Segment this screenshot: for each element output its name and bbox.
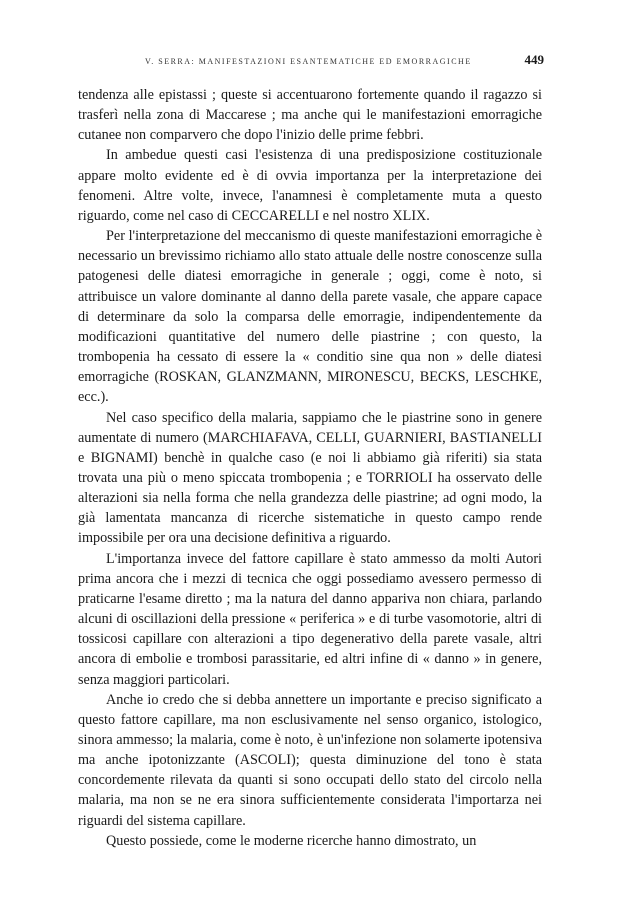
running-head: V. SERRA: MANIFESTAZIONI ESANTEMATICHE ED EMORRAGICHE [145, 57, 472, 66]
paragraph-3: Per l'interpretazione del meccanismo di queste manifestazioni emorragiche è necessario un brevissimo richiamo allo stato attuale delle nostre conoscenze sulla patogenesi delle diatesi emorragiche in generale ; oggi, come è noto, si attribuisce un valore dominante al danno della parete vasale, che appare capace di determinare da solo la comparsa delle emorragie, indipendentemente da modificazioni quantitative del numero delle piastrine ; con questo, la trombopenia ha cessato di essere la « conditio sine qua non » delle diatesi emorragiche (ROSKAN, GLANZMANN, MIRONESCU, BECKS, LESCHKE, ecc.). [78, 228, 542, 406]
page-header [145, 52, 544, 68]
paragraph-6: Anche io credo che si debba annettere un importante e preciso significato a questo fattore capillare, ma non esclusivamente nel senso organico, istologico, sinora ammesso; la malaria, come è noto, è un'infezione non solamerte ipotensiva ma anche ipotonizzante (ASCOLI); questa diminuzione del tono è stata concordemente rilevata da quanti si sono occupati dello stato del circolo nella malaria, ma non se ne era sinora sufficientemente considerata l'importarza nei riguardi del sistema capillare. [78, 691, 542, 829]
paragraph-7: Questo possiede, come le moderne ricerche hanno dimostrato, un [106, 832, 477, 849]
paragraph-4: Nel caso specifico della malaria, sappiamo che le piastrine sono in genere aumentate di numero (MARCHIAFAVA, CELLI, GUARNIERI, BASTIANELLI e BIGNAMI) benchè in qualche caso (e noi li abbiamo già riferiti) sia stata trovata una più o meno spiccata trombopenia ; e TORRIOLI ha osservato delle alterazioni sia nella forma che nella grandezza delle piastrine; ad ogni modo, la già lamentata mancanza di ricerche sistematiche in questo campo rende impossibile per ora una decisione definitiva a riguardo. [78, 409, 542, 547]
page-number: 449 [524, 52, 544, 67]
paragraph-2: In ambedue questi casi l'esistenza di una predisposizione costituzionale appare molto evidente ed è di ovvia importanza per la interpretazione dei fenomeni. Altre volte, invece, l'anamnesi è completamente muta a questo riguardo, come nel caso di CECCARELLI e nel nostro XLIX. [78, 147, 542, 224]
paragraph-1: tendenza alle epistassi ; queste si accentuarono fortemente quando il ragazzo si trasferì nella zona di Maccarese ; ma anche qui le manifestazioni emorragiche cutanee non comparvero che dopo l'inizio delle prime febbri. [78, 87, 542, 144]
paragraph-5: L'importanza invece del fattore capillare è stato ammesso da molti Autori prima ancora che i mezzi di tecnica che oggi possediamo avessero permesso di praticarne l'esame diretto ; ma la natura del danno appariva non chiara, parlando alcuni di oscillazioni della pressione « periferica » e di turbe vasomotorie, altri di tossicosi capillare con alterazioni a tipo degenerativo della parete vasale, altri ancora di embolie e trombosi parassitarie, ed altri infine di « danno » in genere, senza maggiori particolari. [78, 550, 542, 688]
body-text [78, 85, 542, 851]
